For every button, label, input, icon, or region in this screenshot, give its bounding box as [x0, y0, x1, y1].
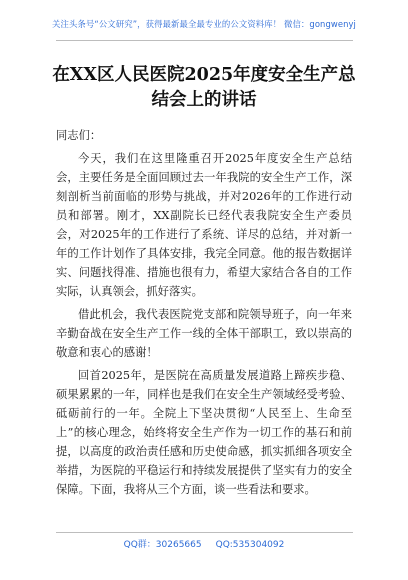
header-divider — [56, 40, 353, 41]
title-line-2: 结会上的讲话 — [151, 90, 257, 110]
footer-contact — [0, 537, 408, 550]
paragraph-1: 今天，我们在这里隆重召开2025年度安全生产总结会，主要任务是全面回顾过去一年我院的安全生产工作，深刻剖析当前面临的形势与挑战，并对2026年的工作进行动员和部署。刚才，XX副院长已经代表我院安全生产委员会，对2025年的工作进行了系统、详尽的总结，并对新一年的工作计划作了具体安排，我完全同意。他的报告数据详实、问题找得准、措施也很有力，希望大家结合各自的工作实际，认真领会，抓好落实。 — [56, 152, 352, 298]
footer-divider — [56, 532, 353, 533]
header-promo-note: 关注头条号“公文研究”，获得最新最全最专业的公文资料库！ 微信：gongwenyj — [52, 19, 356, 29]
paragraph-3: 回首2025年，是医院在高质量发展道路上蹄疾步稳、硕果累累的一年，同样也是我们在安全生产领域经受考验、砥砺前行的一年。全院上下坚决贯彻“人民至上、生命至上”的核心理念，始终将安全生产作为一切工作的基石和前提，以高度的政治责任感和历史使命感，抓实抓细各项安全举措，为医院的平稳运行和持续发展提供了坚实有力的安全保障。下面，我将从三个方面，谈一些看法和要求。 — [56, 369, 352, 496]
footer-qq-group: QQ群：30265665 — [123, 540, 202, 550]
salutation: 同志们： — [56, 129, 102, 142]
document-title — [40, 63, 368, 113]
paragraph-2: 借此机会，我代表医院党支部和院领导班子，向一年来辛勤奋战在安全生产工作一线的全体干部职工，致以崇高的敬意和衷心的感谢！ — [56, 308, 352, 359]
title-line-1: 在XX区人民医院2025年度安全生产总 — [52, 65, 356, 85]
footer-qq: QQ:535304092 — [215, 540, 285, 550]
document-body — [56, 126, 352, 499]
